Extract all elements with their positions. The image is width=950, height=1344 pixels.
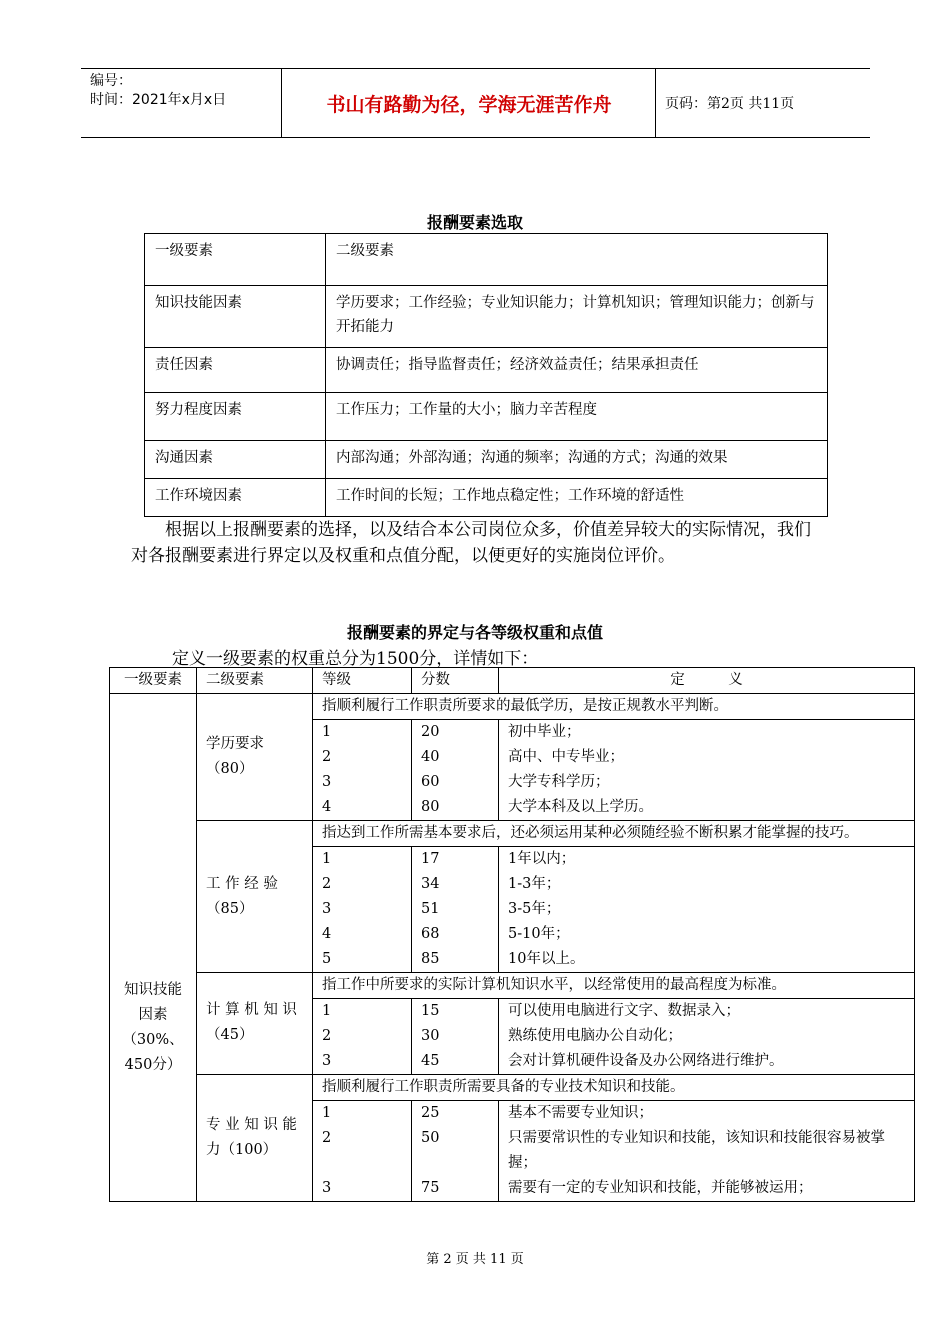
factor-definition-table bbox=[109, 667, 915, 1202]
secondary-factor-name: 专 业 知 识 能 bbox=[206, 1117, 297, 1133]
level-description: 3-5年； bbox=[508, 901, 561, 917]
primary-factor-cell: 沟通因素 bbox=[145, 441, 326, 479]
level-value: 3 bbox=[322, 1053, 332, 1069]
primary-factor-cell: 努力程度因素 bbox=[145, 393, 326, 441]
table-row bbox=[145, 393, 828, 441]
table-row bbox=[145, 348, 828, 393]
table-row bbox=[110, 973, 915, 999]
secondary-factor-name: 学历要求 bbox=[206, 736, 264, 752]
secondary-factor-weight: （80） bbox=[206, 761, 254, 777]
level-cell bbox=[313, 847, 412, 973]
secondary-factor-name: 工 作 经 验 bbox=[206, 875, 278, 892]
table-row bbox=[110, 1075, 915, 1101]
primary-factor-cell: 责任因素 bbox=[145, 348, 326, 393]
score-value: 20 bbox=[421, 724, 440, 740]
level-value: 2 bbox=[322, 1028, 332, 1044]
level-description: 基本不需要专业知识； bbox=[508, 1105, 653, 1121]
definition-cell: 指达到工作所需基本要求后，还必须运用某种必须随经验不断积累才能掌握的技巧。 bbox=[313, 821, 915, 847]
level-description: 高中、中专毕业； bbox=[508, 749, 624, 765]
body-paragraph: 根据以上报酬要素的选择，以及结合本公司岗位众多，价值差异较大的实际情况，我们对各报酬要素进行界定以及权重和点值分配，以便更好的实施岗位评价。 bbox=[131, 520, 811, 566]
primary-factor-line: 450分） bbox=[124, 1056, 182, 1073]
score-value: 50 bbox=[421, 1130, 440, 1146]
primary-factor-line: 因素 bbox=[138, 1006, 168, 1023]
section1-title: 报酬要素选取 bbox=[426, 213, 523, 232]
secondary-factor-cell: 协调责任；指导监督责任；经济效益责任；结果承担责任 bbox=[326, 348, 828, 393]
level-value: 1 bbox=[322, 851, 332, 867]
level-description: 只需要常识性的专业知识和技能，该知识和技能很容易被掌握； bbox=[508, 1130, 885, 1171]
primary-factor-line: 知识技能 bbox=[124, 981, 182, 998]
table-row bbox=[145, 479, 828, 517]
score-cell bbox=[412, 720, 499, 821]
description-cell bbox=[499, 847, 915, 973]
score-value: 45 bbox=[421, 1053, 440, 1069]
document-time-label: 时间：2021年x月x日 bbox=[90, 92, 227, 108]
secondary-factor-cell bbox=[197, 973, 313, 1075]
secondary-factor-weight: 力（100） bbox=[206, 1142, 278, 1158]
score-value: 40 bbox=[421, 749, 440, 765]
score-value: 34 bbox=[421, 876, 440, 892]
level-value: 2 bbox=[322, 876, 332, 892]
table-header-row bbox=[145, 234, 828, 286]
secondary-factor-cell: 学历要求；工作经验；专业知识能力；计算机知识；管理知识能力；创新与开拓能力 bbox=[326, 286, 828, 348]
table-row bbox=[110, 821, 915, 847]
secondary-factor-cell bbox=[197, 1075, 313, 1202]
table-row bbox=[145, 441, 828, 479]
level-value: 3 bbox=[322, 901, 332, 917]
score-value: 80 bbox=[421, 799, 440, 815]
score-value: 85 bbox=[421, 951, 440, 967]
level-description: 大学专科学历； bbox=[508, 774, 610, 790]
definition-cell: 指工作中所要求的实际计算机知识水平，以经常使用的最高程度为标准。 bbox=[313, 973, 915, 999]
level-value: 5 bbox=[322, 951, 332, 967]
primary-factor-cell bbox=[110, 694, 197, 1202]
level-cell bbox=[313, 999, 412, 1075]
secondary-factor-weight: （45） bbox=[206, 1027, 254, 1043]
page-header bbox=[81, 68, 870, 138]
table-row bbox=[145, 286, 828, 348]
level-cell bbox=[313, 1101, 412, 1202]
factor-selection-table bbox=[144, 233, 828, 517]
header-secondary-factor: 二级要素 bbox=[197, 668, 313, 694]
score-cell bbox=[412, 999, 499, 1075]
primary-factor-line: （30%、 bbox=[122, 1031, 184, 1048]
score-value: 60 bbox=[421, 774, 440, 790]
page-footer: 第 2 页 共 11 页 bbox=[426, 1252, 524, 1267]
score-value: 30 bbox=[421, 1028, 440, 1044]
level-value: 1 bbox=[322, 1003, 332, 1019]
level-value: 4 bbox=[322, 799, 332, 815]
level-value: 2 bbox=[322, 749, 332, 765]
level-value: 1 bbox=[322, 724, 332, 740]
description-cell bbox=[499, 999, 915, 1075]
level-description: 可以使用电脑进行文字、数据录入； bbox=[508, 1003, 740, 1019]
header-level: 等级 bbox=[313, 668, 412, 694]
score-value: 68 bbox=[421, 926, 440, 942]
score-value: 51 bbox=[421, 901, 440, 917]
score-cell bbox=[412, 1101, 499, 1202]
level-description: 熟练使用电脑办公自动化； bbox=[508, 1028, 682, 1044]
level-description: 10年以上。 bbox=[508, 951, 585, 967]
description-cell bbox=[499, 720, 915, 821]
score-value: 25 bbox=[421, 1105, 440, 1121]
level-description: 会对计算机硬件设备及办公网络进行维护。 bbox=[508, 1053, 784, 1069]
score-value: 75 bbox=[421, 1180, 440, 1196]
table-header-row bbox=[110, 668, 915, 694]
secondary-factor-name: 计 算 机 知 识 bbox=[206, 1002, 297, 1018]
header-meta bbox=[81, 69, 282, 137]
score-value: 17 bbox=[421, 851, 440, 867]
secondary-factor-cell: 内部沟通；外部沟通；沟通的频率；沟通的方式；沟通的效果 bbox=[326, 441, 828, 479]
level-description: 大学本科及以上学历。 bbox=[508, 799, 653, 815]
level-description: 需要有一定的专业知识和技能，并能够被运用； bbox=[508, 1180, 813, 1196]
level-description: 初中毕业； bbox=[508, 724, 581, 740]
primary-factor-cell: 工作环境因素 bbox=[145, 479, 326, 517]
description-cell bbox=[499, 1101, 915, 1202]
secondary-factor-weight: （85） bbox=[206, 900, 254, 917]
definition-cell: 指顺利履行工作职责所需要具备的专业技术知识和技能。 bbox=[313, 1075, 915, 1101]
section2-intro: 定义一级要素的权重总分为1500分，详情如下： bbox=[172, 649, 539, 669]
primary-factor-cell: 知识技能因素 bbox=[145, 286, 326, 348]
level-value: 4 bbox=[322, 926, 332, 942]
secondary-factor-cell: 工作压力；工作量的大小；脑力辛苦程度 bbox=[326, 393, 828, 441]
document-number-label: 编号： bbox=[90, 73, 132, 89]
section2-title: 报酬要素的界定与各等级权重和点值 bbox=[346, 623, 603, 642]
header-secondary-factor: 二级要素 bbox=[326, 234, 828, 286]
level-description: 1-3年； bbox=[508, 876, 561, 892]
header-definition: 定 义 bbox=[499, 668, 915, 694]
level-value: 3 bbox=[322, 1180, 332, 1196]
level-description: 5-10年； bbox=[508, 926, 570, 942]
level-value: 3 bbox=[322, 774, 332, 790]
level-cell bbox=[313, 720, 412, 821]
level-description: 1年以内； bbox=[508, 851, 576, 867]
header-motto: 书山有路勤为径，学海无涯苦作舟 bbox=[283, 69, 656, 137]
header-primary-factor: 一级要素 bbox=[110, 668, 197, 694]
secondary-factor-cell: 工作时间的长短；工作地点稳定性；工作环境的舒适性 bbox=[326, 479, 828, 517]
score-value: 15 bbox=[421, 1003, 440, 1019]
level-value: 2 bbox=[322, 1130, 332, 1146]
table-row bbox=[110, 694, 915, 720]
header-primary-factor: 一级要素 bbox=[145, 234, 326, 286]
level-value: 1 bbox=[322, 1105, 332, 1121]
score-cell bbox=[412, 847, 499, 973]
secondary-factor-cell bbox=[197, 821, 313, 973]
header-page-number: 页码：第2页 共11页 bbox=[665, 96, 795, 112]
secondary-factor-cell bbox=[197, 694, 313, 821]
definition-cell: 指顺利履行工作职责所要求的最低学历，是按正规教水平判断。 bbox=[313, 694, 915, 720]
header-score: 分数 bbox=[412, 668, 499, 694]
